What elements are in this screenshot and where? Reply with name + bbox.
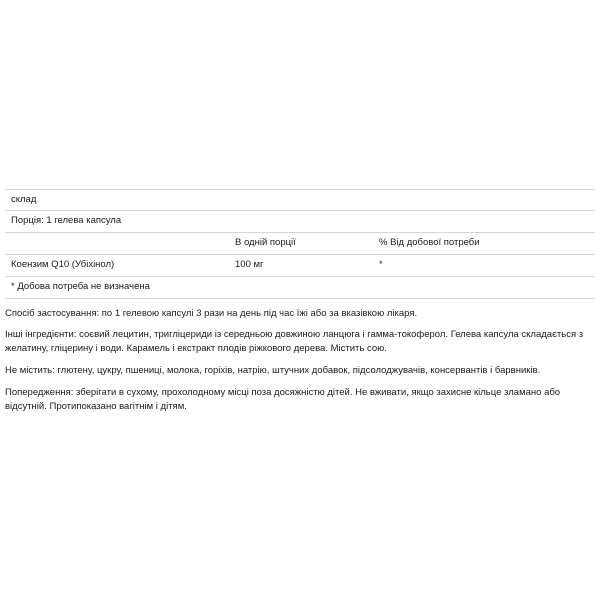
- other-ingredients: Інші інгредієнти: соєвий лецитин, тригліцериди із середньою довжиною ланцюга і гамма-токоферол. Гелева капсула складається з желатину, гліцерину і води. Карамель і екстракт плодів ріжкового дерева. Містить сою.: [5, 329, 584, 354]
- serving-size: Порція: 1 гелева капсула: [11, 215, 122, 227]
- ingredient-daily-value: *: [379, 259, 383, 271]
- warning-text: Попередження: зберігати в сухому, прохолодному місці поза досяжністю дітей. Не вживати, якщо захисне кільце зламано або відсутній. Протипоказано вагітнім і дітям.: [5, 387, 561, 412]
- ingredient-row: [5, 255, 595, 277]
- header-daily-value: % Від добової потреби: [379, 237, 480, 249]
- facts-header-row: [5, 233, 595, 255]
- ingredient-name: Коензим Q10 (Убіхінол): [11, 259, 115, 271]
- header-amount-per-serving: В одній порції: [235, 237, 296, 249]
- footnote-row: [5, 277, 595, 299]
- free-from-list: Не містить: глютену, цукру, пшениці, молока, горіхів, натрію, штучних добавок, підсолоджувачів, консервантів і барвників.: [5, 365, 541, 376]
- supplement-facts-table: [5, 189, 595, 299]
- usage-instructions: Спосіб застосування: по 1 гелевою капсулі 3 рази на день під час їжі або за вказівкою лікаря.: [5, 308, 418, 319]
- facts-title-row: [5, 189, 595, 211]
- daily-value-footnote: * Добова потреба не визначена: [11, 281, 150, 293]
- serving-size-row: [5, 211, 595, 233]
- facts-title: склад: [11, 193, 37, 205]
- ingredient-amount: 100 мг: [235, 259, 264, 271]
